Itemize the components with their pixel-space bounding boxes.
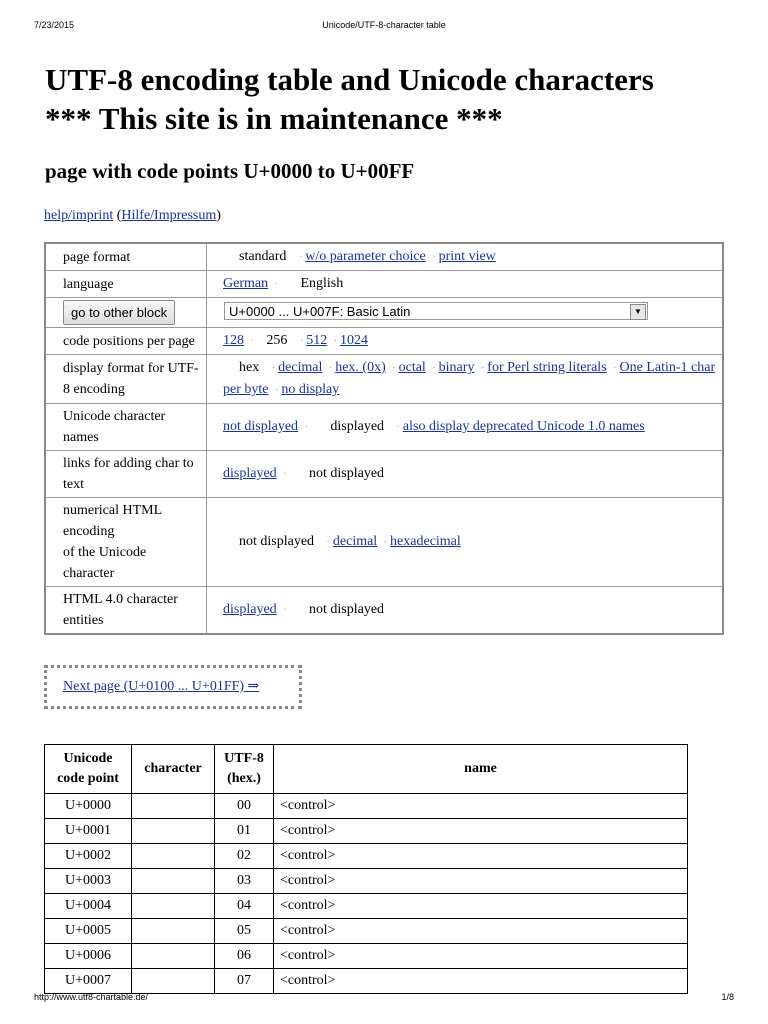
character-table xyxy=(44,744,688,994)
title-line-2: *** This site is in maintenance *** xyxy=(45,101,503,136)
separator: · xyxy=(480,363,485,374)
separator: · xyxy=(271,363,276,374)
next-page-box xyxy=(44,665,302,709)
name-cell: <control> xyxy=(274,793,688,818)
character-cell xyxy=(132,843,215,868)
print-date: 7/23/2015 xyxy=(34,20,75,30)
positions-512-link[interactable]: 512 xyxy=(306,333,328,348)
utf8-hex-cell: 04 xyxy=(215,893,274,918)
separator: · xyxy=(432,363,436,374)
links-adding-label: links for adding char to text xyxy=(45,451,207,498)
print-view-link[interactable]: print view xyxy=(438,249,496,264)
separator: · xyxy=(304,422,308,433)
print-footer-url: http://www.utf8-chartable.de/ xyxy=(34,992,149,1002)
print-footer-page: 1/8 xyxy=(721,992,734,1002)
help-line xyxy=(44,208,221,224)
header-name: name xyxy=(274,745,688,794)
row-char-names xyxy=(45,404,723,451)
code-point-cell: U+0001 xyxy=(45,818,132,843)
utf8-hex-cell: 05 xyxy=(215,918,274,943)
numerical-html-label xyxy=(45,498,207,587)
separator: · xyxy=(250,336,254,347)
code-point-cell: U+0002 xyxy=(45,843,132,868)
utf8-hex-cell: 02 xyxy=(215,843,274,868)
row-html-entities xyxy=(45,587,723,635)
character-cell xyxy=(132,943,215,968)
row-block xyxy=(45,298,723,328)
one-latin1-char-link[interactable]: One Latin-1 char per byte xyxy=(223,360,716,397)
hilfe-impressum-link[interactable]: Hilfe/Impressum xyxy=(121,208,217,223)
print-title: Unicode/UTF-8-character table xyxy=(322,20,446,30)
html-entities-value xyxy=(207,587,724,635)
german-link[interactable]: German xyxy=(223,276,269,291)
utf8-hex-cell: 03 xyxy=(215,868,274,893)
code-point-cell: U+0003 xyxy=(45,868,132,893)
row-links-adding xyxy=(45,451,723,498)
next-page-link[interactable]: Next page (U+0100 ... U+01FF) ⇒ xyxy=(63,679,260,694)
table-row xyxy=(45,918,688,943)
links-displayed-link[interactable]: displayed xyxy=(223,466,277,481)
name-cell: <control> xyxy=(274,943,688,968)
separator: · xyxy=(326,537,330,548)
go-to-other-block-button[interactable]: go to other block xyxy=(63,300,175,325)
name-cell: <control> xyxy=(274,818,688,843)
table-row xyxy=(45,843,688,868)
table-row xyxy=(45,968,688,993)
entities-displayed-link[interactable]: displayed xyxy=(223,602,277,617)
header-code-point xyxy=(45,745,132,794)
settings-table xyxy=(44,242,724,635)
table-row xyxy=(45,868,688,893)
language-current: English xyxy=(300,276,344,291)
block-select-cell xyxy=(207,298,724,328)
page-subtitle: page with code points U+0000 to U+00FF xyxy=(45,159,415,183)
positions-128-link[interactable]: 128 xyxy=(223,333,244,348)
numerical-html-label-2: encoding xyxy=(63,524,115,539)
char-names-label: Unicode character names xyxy=(45,404,207,451)
numerical-html-label-4: character xyxy=(63,566,115,581)
page-format-value xyxy=(207,243,724,271)
code-point-cell: U+0005 xyxy=(45,918,132,943)
separator: · xyxy=(432,252,436,263)
table-header-row xyxy=(45,745,688,794)
numerical-html-label-3: of the Unicode xyxy=(63,545,147,560)
positions-1024-link[interactable]: 1024 xyxy=(340,333,369,348)
numerical-html-label-1: numerical HTML xyxy=(63,503,163,518)
separator: · xyxy=(283,605,287,616)
row-code-positions xyxy=(45,328,723,355)
utf8-hex-cell: 00 xyxy=(215,793,274,818)
row-page-format xyxy=(45,243,723,271)
code-positions-label: code positions per page xyxy=(45,328,207,355)
display-format-current: hex xyxy=(239,360,260,375)
links-current: not displayed xyxy=(309,466,385,481)
numerical-html-value xyxy=(207,498,724,587)
decimal-link[interactable]: decimal xyxy=(278,360,323,375)
header-code-point-2: code point xyxy=(57,770,119,786)
separator: · xyxy=(274,385,279,396)
utf8-hex-cell: 01 xyxy=(215,818,274,843)
name-cell: <control> xyxy=(274,968,688,993)
table-row xyxy=(45,818,688,843)
block-select[interactable] xyxy=(224,302,648,320)
header-code-point-1: Unicode xyxy=(63,750,113,766)
numerical-hexadecimal-link[interactable]: hexadecimal xyxy=(390,534,461,549)
no-display-link[interactable]: no display xyxy=(281,382,340,397)
display-format-label: display format for UTF-8 encoding xyxy=(45,355,207,404)
language-value xyxy=(207,271,724,298)
name-cell: <control> xyxy=(274,868,688,893)
utf8-hex-cell: 07 xyxy=(215,968,274,993)
code-point-cell: U+0007 xyxy=(45,968,132,993)
wo-parameter-choice-link[interactable]: w/o parameter choice xyxy=(305,249,426,264)
character-cell xyxy=(132,818,215,843)
header-character: character xyxy=(132,745,215,794)
separator: · xyxy=(299,336,304,347)
links-adding-value xyxy=(207,451,724,498)
separator: · xyxy=(392,363,396,374)
char-names-value xyxy=(207,404,724,451)
character-cell xyxy=(132,793,215,818)
row-display-format xyxy=(45,355,723,404)
positions-current: 256 xyxy=(266,333,288,348)
names-current: displayed xyxy=(330,419,385,434)
row-numerical-html xyxy=(45,498,723,587)
name-cell: <control> xyxy=(274,918,688,943)
separator: · xyxy=(298,252,303,263)
numerical-current: not displayed xyxy=(239,534,315,549)
character-cell xyxy=(132,893,215,918)
separator: · xyxy=(274,279,278,290)
display-format-value xyxy=(207,355,724,404)
paren-close: ) xyxy=(216,208,221,223)
utf8-hex-cell: 06 xyxy=(215,943,274,968)
html-entities-label: HTML 4.0 character entities xyxy=(45,587,207,635)
language-label: language xyxy=(45,271,207,298)
block-button-cell xyxy=(45,298,207,328)
code-positions-value xyxy=(207,328,724,355)
separator: · xyxy=(328,363,333,374)
character-cell xyxy=(132,968,215,993)
separator: · xyxy=(613,363,617,374)
row-language xyxy=(45,271,723,298)
separator: · xyxy=(283,469,287,480)
block-select-value: U+0000 ... U+007F: Basic Latin xyxy=(229,304,411,319)
paren-open: ( xyxy=(116,208,122,223)
code-point-cell: U+0000 xyxy=(45,793,132,818)
chevron-down-icon[interactable]: ▼ xyxy=(630,304,646,320)
help-imprint-link[interactable]: help/imprint xyxy=(44,208,114,223)
octal-link[interactable]: octal xyxy=(398,360,426,375)
code-point-cell: U+0004 xyxy=(45,893,132,918)
page-format-current: standard xyxy=(239,249,287,264)
separator: · xyxy=(383,537,388,548)
character-cell xyxy=(132,868,215,893)
table-row xyxy=(45,893,688,918)
code-point-cell: U+0006 xyxy=(45,943,132,968)
page-format-label: page format xyxy=(45,243,207,271)
header-utf8-1: UTF-8 xyxy=(224,750,264,766)
page-title xyxy=(45,60,745,138)
table-row xyxy=(45,943,688,968)
header-utf8 xyxy=(215,745,274,794)
title-line-1: UTF-8 encoding table and Unicode characters xyxy=(45,62,654,97)
names-not-displayed-link[interactable]: not displayed xyxy=(223,419,299,434)
hex-0x-link[interactable]: hex. (0x) xyxy=(335,360,386,375)
table-row xyxy=(45,793,688,818)
separator: · xyxy=(333,336,338,347)
entities-current: not displayed xyxy=(309,602,385,617)
name-cell: <control> xyxy=(274,843,688,868)
deprecated-names-link[interactable]: also display deprecated Unicode 1.0 names xyxy=(402,419,645,434)
separator: · xyxy=(396,422,400,433)
header-utf8-2: (hex.) xyxy=(227,770,261,786)
binary-link[interactable]: binary xyxy=(438,360,475,375)
character-cell xyxy=(132,918,215,943)
numerical-decimal-link[interactable]: decimal xyxy=(332,534,378,549)
name-cell: <control> xyxy=(274,893,688,918)
perl-string-literals-link[interactable]: for Perl string literals xyxy=(487,360,607,375)
